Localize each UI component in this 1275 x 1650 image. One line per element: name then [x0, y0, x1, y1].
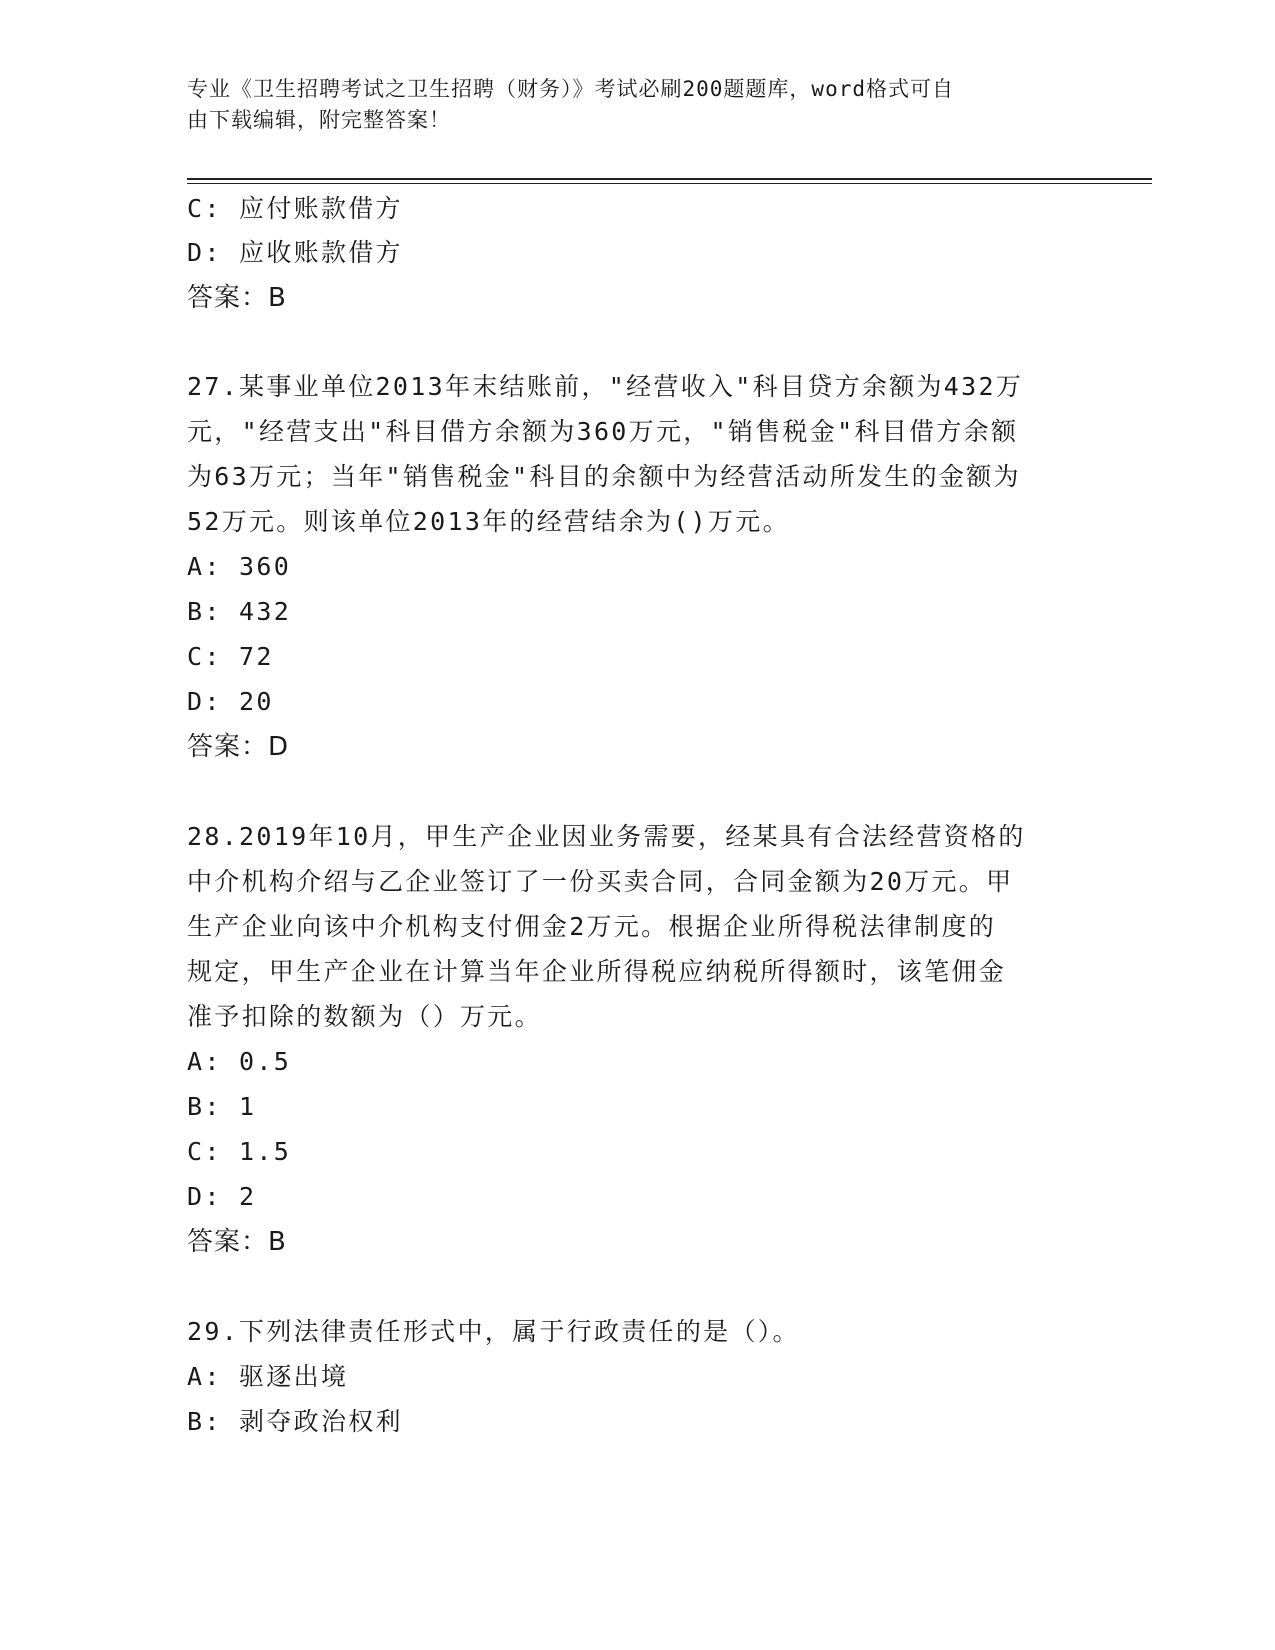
q28-stem-line-4: 规定，甲生产企业在计算当年企业所得税应纳税所得额时，该笔佣金	[187, 957, 1007, 986]
q27-option-d: D: 20	[187, 687, 274, 716]
header-line-2: 由下载编辑，附完整答案！	[187, 108, 451, 132]
prev-answer: 答案：B	[187, 283, 287, 313]
q28-option-c: C: 1.5	[187, 1137, 292, 1166]
header-line-1: 专业《卫生招聘考试之卫生招聘（财务）》考试必刷200题题库，word格式可自	[187, 77, 954, 101]
q28-stem-line-5: 准予扣除的数额为（）万元。	[187, 1002, 542, 1031]
q28-option-d: D: 2	[187, 1182, 257, 1211]
q28-answer: 答案：B	[187, 1227, 287, 1257]
prev-option-d: D: 应收账款借方	[187, 238, 403, 267]
prev-option-c: C: 应付账款借方	[187, 194, 403, 223]
q29-option-b: B: 剥夺政治权利	[187, 1407, 403, 1436]
q28-stem-line-1: 28.2019年10月，甲生产企业因业务需要，经某具有合法经营资格的	[187, 822, 1026, 851]
q28-option-a: A: 0.5	[187, 1047, 292, 1076]
q28-stem-line-2: 中介机构介绍与乙企业签订了一份买卖合同，合同金额为20万元。甲	[187, 867, 1014, 896]
q28-stem-line-3: 生产企业向该中介机构支付佣金2万元。根据企业所得税法律制度的	[187, 912, 997, 941]
q27-answer: 答案：D	[187, 732, 290, 762]
header-rule-thin	[187, 183, 1152, 184]
q29-option-a: A: 驱逐出境	[187, 1362, 349, 1391]
header-rule-thick	[187, 178, 1152, 180]
q27-option-a: A: 360	[187, 552, 292, 581]
document-header	[187, 74, 1067, 136]
q27-option-c: C: 72	[187, 642, 274, 671]
q27-stem-line-3: 为63万元；当年"销售税金"科目的余额中为经营活动所发生的金额为	[187, 462, 1021, 491]
q29-stem-line-1: 29.下列法律责任形式中，属于行政责任的是（）。	[187, 1317, 800, 1346]
q27-stem-line-2: 元，"经营支出"科目借方余额为360万元，"销售税金"科目借方余额	[187, 417, 1019, 446]
q27-stem-line-4: 52万元。则该单位2013年的经营结余为()万元。	[187, 507, 790, 536]
q27-option-b: B: 432	[187, 597, 292, 626]
q28-option-b: B: 1	[187, 1092, 257, 1121]
q27-stem-line-1: 27.某事业单位2013年末结账前，"经营收入"科目贷方余额为432万	[187, 372, 1024, 401]
